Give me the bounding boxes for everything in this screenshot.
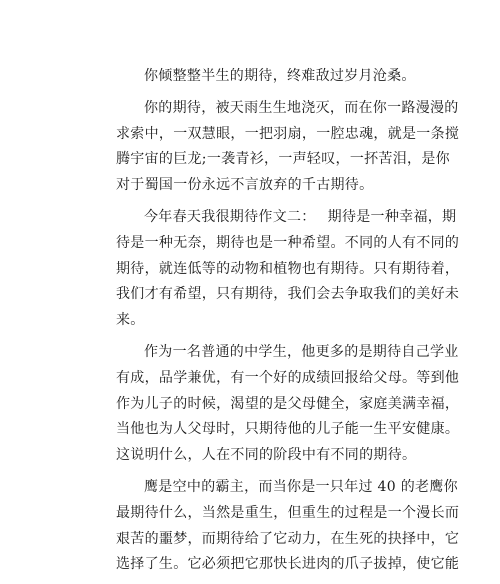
document-body [88,64,460,584]
text-line: 来。 [116,312,145,329]
text-line: 对于蜀国一份永远不言放弃的千古期待。 [116,177,374,194]
text-line: 最期待什么，当然是重生，但重生的过程是一个漫长而 [116,504,460,521]
text-line: 艰苦的噩梦，而期待给了它动力，在生死的抉择中，它 [116,530,460,547]
text-line: 我们才有希望，只有期待，我们会去争取我们的美好未 [116,286,460,303]
text-line: 当他也为人父母时，只期待他的儿子能一生平安健康。 [116,421,460,438]
text-line: 选择了生。它必须把它那快长进肉的爪子拔掉，使它能 [116,556,460,573]
text-line: 腾宇宙的巨龙;一袭青衫，一声轻叹，一抔苦泪，是你 [116,151,450,168]
paragraph-4 [88,340,460,469]
text-line: 你倾整整半生的期待，终难敌过岁月沧桑。 [144,68,416,84]
text-line: 这说明什么，人在不同的阶段中有不同的期待。 [116,447,417,464]
text-line: 有成，品学兼优，有一个好的成绩回报给父母。等到他 [116,369,460,386]
text-line: 作为一名普通的中学生，他更多的是期待自己学业 [144,343,459,360]
text-line: 期待，就连低等的动物和植物也有期待。只有期待着， [116,260,460,277]
paragraph-5 [88,475,460,578]
text-line: 求索中，一双慧眼，一把羽扇，一腔忠魂，就是一条搅 [116,125,460,142]
text-line: 你的期待，被天雨生生地浇灭，而在你一路漫漫的 [144,99,459,116]
text-line: 今年春天我很期待作文二： 期待是一种幸福，期 [144,208,457,225]
text-line: 鹰是空中的霸主，而当你是一只年过 40 的老鹰你 [144,478,458,495]
text-line: 作为儿子的时候，渴望的是父母健全，家庭美满幸福， [116,395,460,412]
paragraph-1 [88,64,428,90]
paragraph-2 [88,96,460,199]
text-line: 待是一种无奈，期待也是一种希望。不同的人有不同的 [116,234,460,251]
paragraph-3 [88,205,460,334]
